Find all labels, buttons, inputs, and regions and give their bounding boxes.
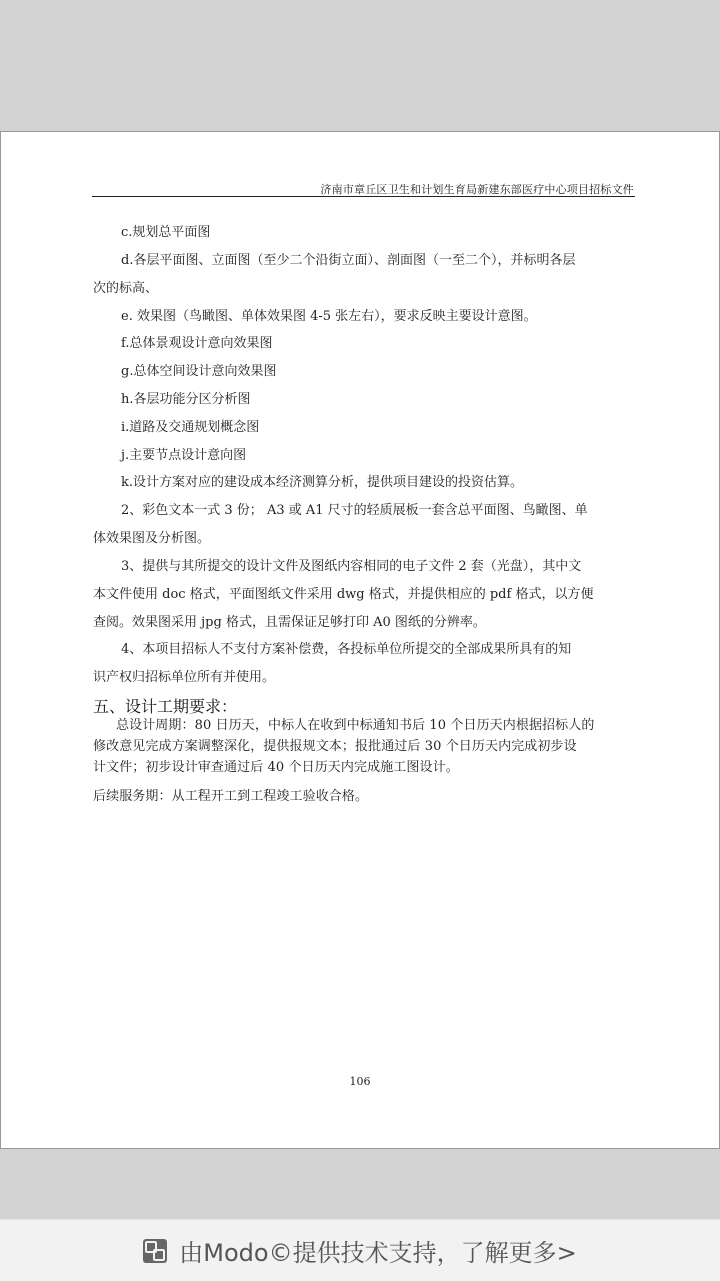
body-line: 体效果图及分析图。 xyxy=(93,531,211,546)
body-line: 2、彩色文本一式 3 份； A3 或 A1 尺寸的轻质展板一套含总平面图、鸟瞰图、单 xyxy=(121,503,588,518)
body-line: k.设计方案对应的建设成本经济测算分析，提供项目建设的投资估算。 xyxy=(121,475,524,490)
body-line: 4、本项目招标人不支付方案补偿费，各投标单位所提交的全部成果所具有的知 xyxy=(121,642,572,657)
modo-promo-bar[interactable] xyxy=(0,1219,720,1281)
body-line: 识产权归招标单位所有并使用。 xyxy=(93,670,276,685)
modo-logo-icon xyxy=(143,1239,167,1263)
body-line: f.总体景观设计意向效果图 xyxy=(121,336,273,351)
body-line: 查阅。效果图采用 jpg 格式，且需保证足够打印 A0 图纸的分辨率。 xyxy=(93,615,486,630)
schedule-line: 总设计周期：80 日历天，中标人在收到中标通知书后 10 个日历天内根据招标人的 xyxy=(116,718,595,733)
section-title: 五、设计工期要求： xyxy=(93,697,238,716)
document-header-title: 济南市章丘区卫生和计划生育局新建东部医疗中心项目招标文件 xyxy=(320,183,634,196)
body-line: 本文件使用 doc 格式，平面图纸文件采用 dwg 格式，并提供相应的 pdf 格式，以方便 xyxy=(93,587,594,602)
service-period-line: 后续服务期：从工程开工到工程竣工验收合格。 xyxy=(93,789,369,804)
body-line: 次的标高、 xyxy=(93,281,159,296)
schedule-line: 修改意见完成方案调整深化，提供报规文本；报批通过后 30 个日历天内完成初步设 xyxy=(93,739,577,754)
schedule-line: 计文件；初步设计审查通过后 40 个日历天内完成施工图设计。 xyxy=(93,760,459,775)
body-line: g.总体空间设计意向效果图 xyxy=(121,364,277,379)
body-line: c.规划总平面图 xyxy=(121,225,211,240)
page-number: 106 xyxy=(349,1075,371,1088)
body-line: e. 效果图（鸟瞰图、单体效果图 4-5 张左右），要求反映主要设计意图。 xyxy=(121,309,537,324)
body-line: j.主要节点设计意向图 xyxy=(121,448,247,463)
body-line: 3、提供与其所提交的设计文件及图纸内容相同的电子文件 2 套（光盘），其中文 xyxy=(121,559,582,574)
body-line: h.各层功能分区分析图 xyxy=(121,392,251,407)
body-line: d.各层平面图、立面图（至少二个沿街立面）、剖面图（一至二个），并标明各层 xyxy=(121,253,576,268)
modo-promo-text[interactable]: 由Modo©提供技术支持，了解更多> xyxy=(179,1239,577,1267)
header-divider xyxy=(92,196,635,197)
body-line: i.道路及交通规划概念图 xyxy=(121,420,260,435)
